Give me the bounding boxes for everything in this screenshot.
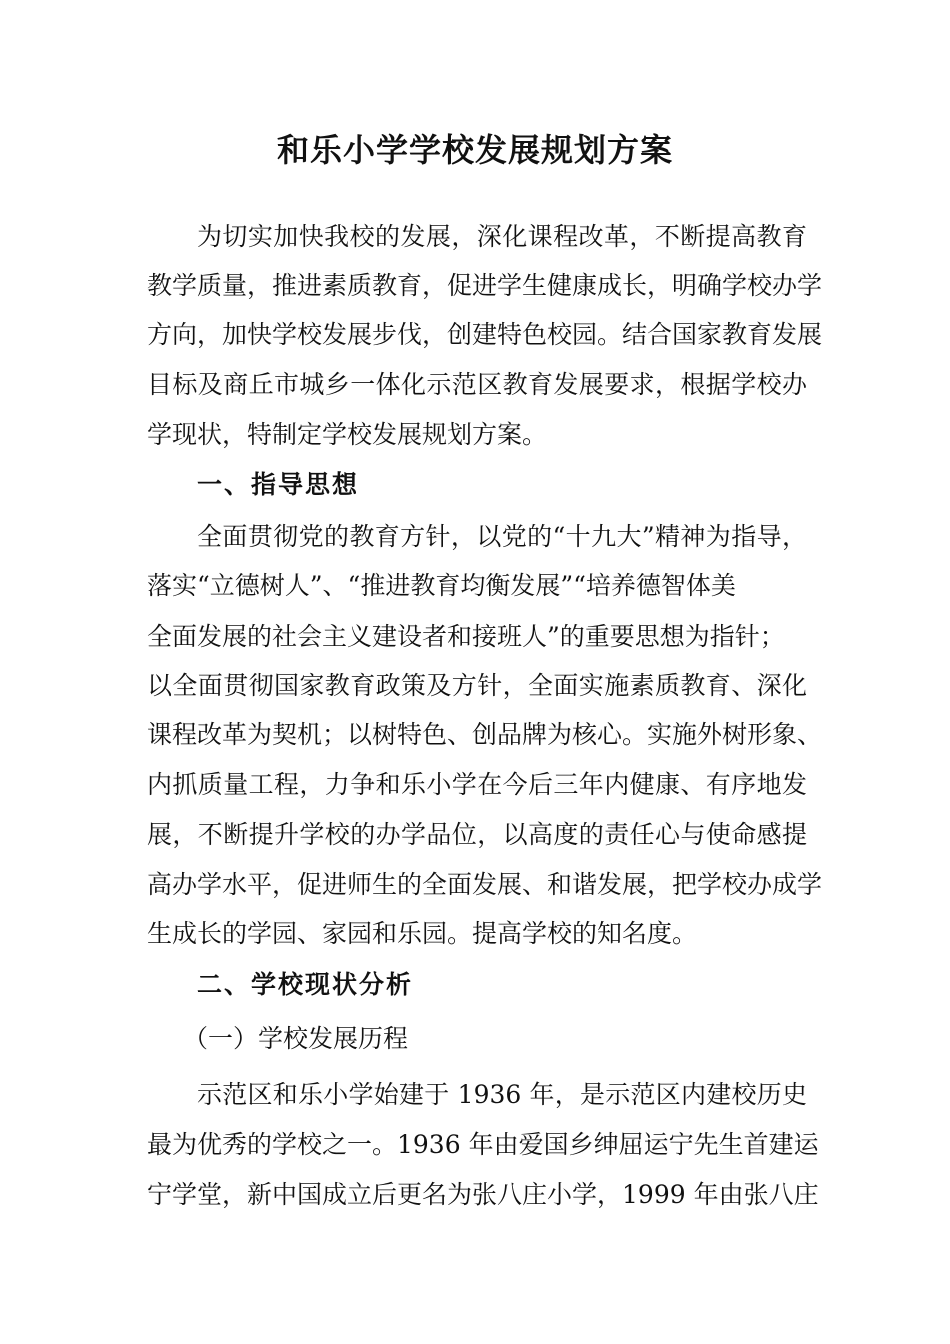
subsection-heading-development-history: （一）学校发展历程 [183, 1024, 409, 1053]
section1-line-2: 落实“立德树人”、“推进教育均衡发展”“培养德智体美 [147, 571, 736, 600]
intro-line-5: 学现状，特制定学校发展规划方案。 [147, 420, 548, 449]
section-heading-status-analysis: 二、学校现状分析 [197, 970, 414, 999]
section1-line-6: 内抓质量工程，力争和乐小学在今后三年内健康、有序地发 [147, 770, 807, 799]
section2-line-3: 宁学堂，新中国成立后更名为张八庄小学，1999 年由张八庄 [147, 1180, 819, 1209]
section1-line-7: 展，不断提升学校的办学品位，以高度的责任心与使命感提 [147, 820, 807, 849]
section1-line-5: 课程改革为契机；以树特色、创品牌为核心。实施外树形象、 [147, 720, 823, 749]
intro-line-1: 为切实加快我校的发展，深化课程改革，不断提高教育 [197, 222, 807, 251]
section-heading-guiding-ideology: 一、指导思想 [197, 470, 360, 499]
intro-line-4: 目标及商丘市城乡一体化示范区教育发展要求，根据学校办 [147, 370, 807, 399]
section1-line-4: 以全面贯彻国家教育政策及方针，全面实施素质教育、深化 [147, 671, 807, 700]
section1-line-3: 全面发展的社会主义建设者和接班人”的重要思想为指针； [147, 622, 785, 651]
document-title: 和乐小学学校发展规划方案 [276, 131, 673, 169]
section1-line-1: 全面贯彻党的教育方针，以党的“十九大”精神为指导， [197, 522, 807, 551]
intro-line-2: 教学质量，推进素质教育，促进学生健康成长，明确学校办学 [147, 271, 823, 300]
section1-line-8: 高办学水平，促进师生的全面发展、和谐发展，把学校办成学 [147, 870, 823, 899]
section2-line-2: 最为优秀的学校之一。1936 年由爱国乡绅屈运宁先生首建运 [147, 1130, 819, 1159]
intro-line-3: 方向，加快学校发展步伐，创建特色校园。结合国家教育发展 [147, 320, 823, 349]
section2-line-1: 示范区和乐小学始建于 1936 年，是示范区内建校历史 [197, 1080, 807, 1109]
section1-line-9: 生成长的学园、家园和乐园。提高学校的知名度。 [147, 919, 698, 948]
